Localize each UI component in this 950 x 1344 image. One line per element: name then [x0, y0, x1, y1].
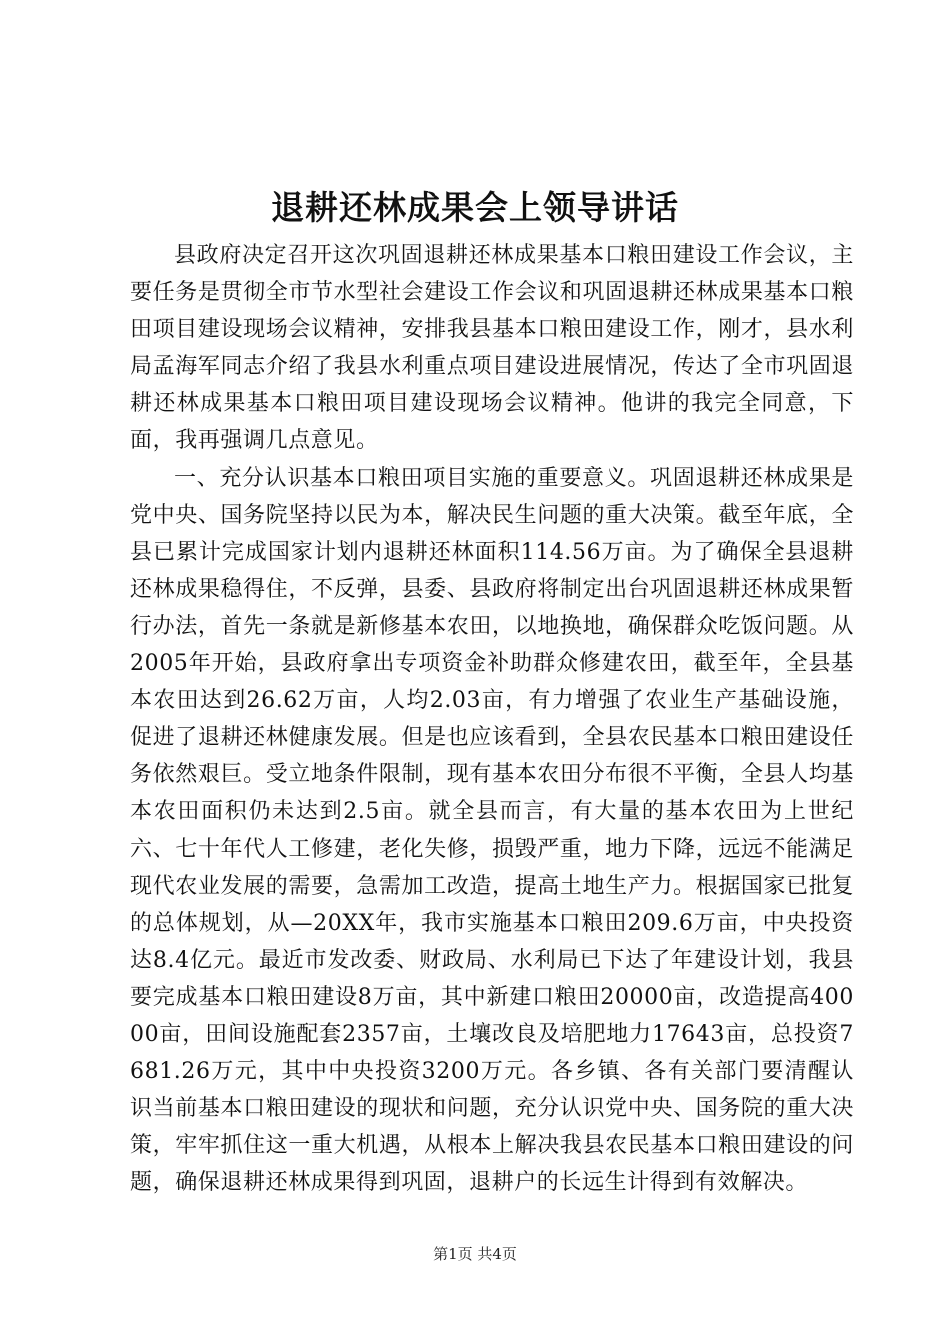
page-number-footer: 第1页 共4页 — [433, 1245, 517, 1263]
document-title: 退耕还林成果会上领导讲话 — [271, 188, 679, 227]
paragraph-intro: 县政府决定召开这次巩固退耕还林成果基本口粮田建设工作会议，主要任务是贯彻全市节水型社会建设工作会议和巩固退耕还林成果基本口粮田项目建设现场会议精神，安排我县基本口粮田建设工作，刚才，县水利局孟海军同志介绍了我县水利重点项目建设进展情况，传达了全市巩固退耕还林成果基本口粮田项目建设现场会议精神。他讲的我完全同意，下面，我再强调几点意见。 — [130, 243, 854, 454]
document-body — [130, 237, 854, 1201]
paragraph-section-one: 一、充分认识基本口粮田项目实施的重要意义。巩固退耕还林成果是党中央、国务院坚持以民为本，解决民生问题的重大决策。截至年底，全县已累计完成国家计划内退耕还林面积114.56万亩。为了确保全县退耕还林成果稳得住，不反弹，县委、县政府将制定出台巩固退耕还林成果暂行办法，首先一条就是新修基本农田，以地换地，确保群众吃饭问题。从2005年开始，县政府拿出专项资金补助群众修建农田，截至年，全县基本农田达到26.62万亩，人均2.03亩，有力增强了农业生产基础设施，促进了退耕还林健康发展。但是也应该看到，全县农民基本口粮田建设任务依然艰巨。受立地条件限制，现有基本农田分布很不平衡，全县人均基本农田面积仍未达到2.5亩。就全县而言，有大量的基本农田为上世纪六、七十年代人工修建，老化失修，损毁严重，地力下降，远远不能满足现代农业发展的需要，急需加工改造，提高土地生产力。根据国家已批复的总体规划，从—20XX年，我市实施基本口粮田209.6万亩，中央投资达8.4亿元。最近市发改委、财政局、水利局已下达了年建设计划，我县要完成基本口粮田建设8万亩，其中新建口粮田20000亩，改造提高40000亩，田间设施配套2357亩，土壤改良及培肥地力17643亩，总投资7681.26万元，其中中央投资3200万元。各乡镇、各有关部门要清醒认识当前基本口粮田建设的现状和问题，充分认识党中央、国务院的重大决策，牢牢抓住这一重大机遇，从根本上解决我县农民基本口粮田建设的问题，确保退耕还林成果得到巩固，退耕户的长远生计得到有效解决。 — [130, 465, 854, 1196]
